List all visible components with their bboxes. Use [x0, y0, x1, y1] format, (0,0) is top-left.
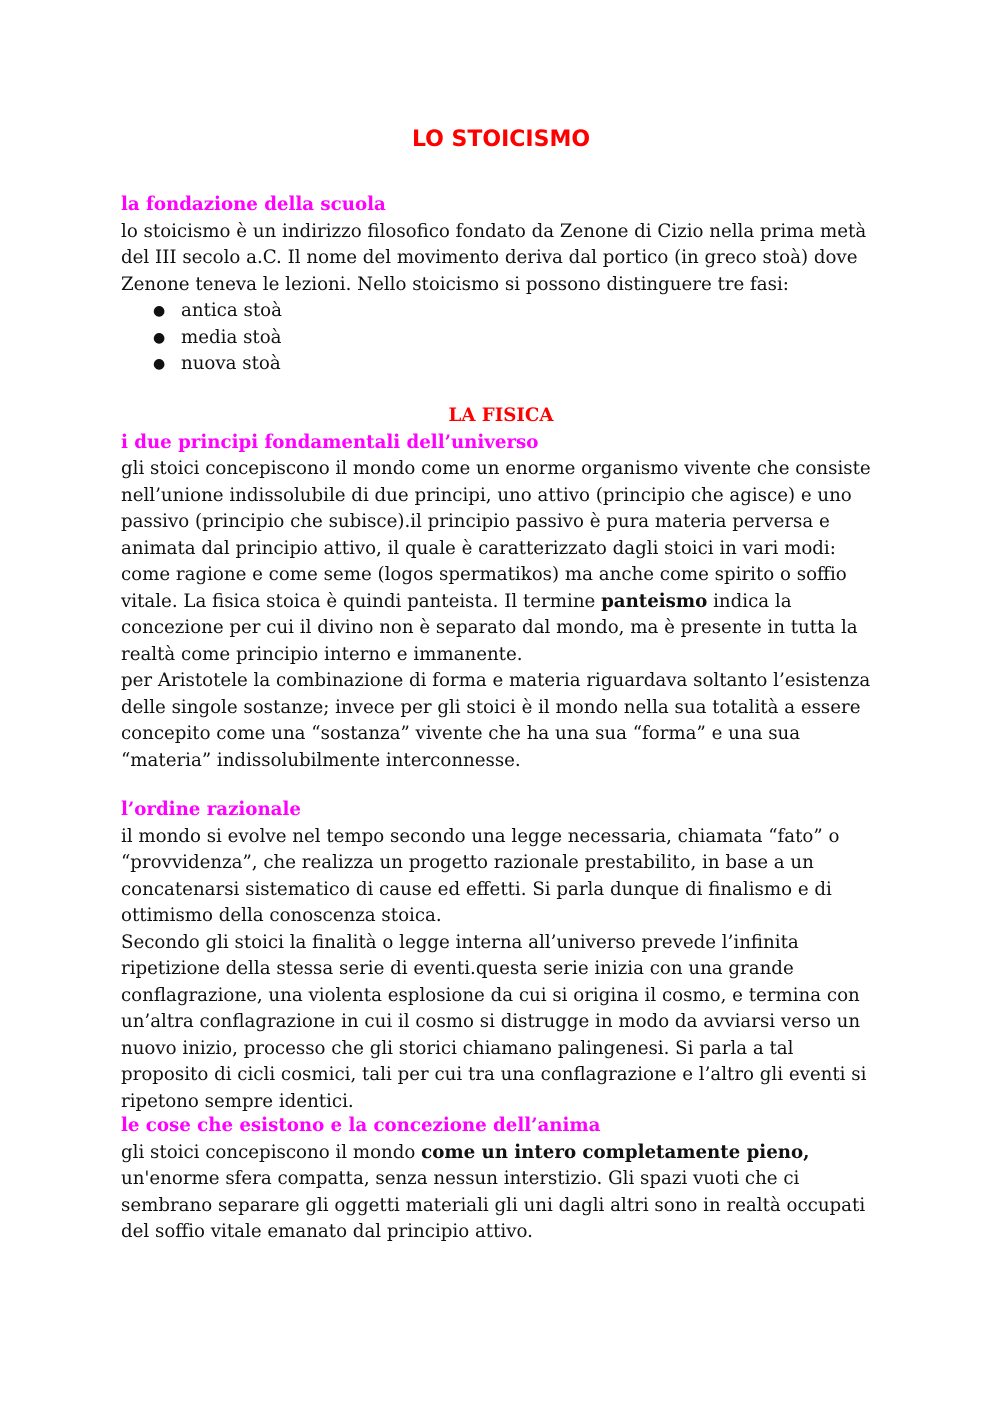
text-span: gli stoici concepiscono il mondo — [121, 1141, 422, 1163]
paragraph-fato: il mondo si evolve nel tempo secondo una legge necessaria, chiamata “fato” o “provvidenza”, che realizza un progetto razionale prestabilito, in base a un concatenarsi sistematico di cause ed effetti. Si parla dunque di finalismo e di ottimismo della conoscenza stoica. — [121, 825, 840, 926]
paragraph-principi — [121, 456, 881, 668]
text-span: indica la concezione per cui il divino non è separato dal mondo, ma è presente in tutta la realtà come principio interno e immanente. — [121, 590, 858, 665]
section-cose — [121, 1113, 881, 1246]
subheading-cose: le cose che esistono e la concezione dell’anima — [121, 1115, 601, 1136]
subheading-fondazione: la fondazione della scuola — [121, 194, 386, 215]
list-item — [121, 325, 881, 352]
document-title: LO STOICISMO — [411, 127, 591, 152]
bold-term-panteismo: panteismo — [601, 590, 708, 612]
section-ordine — [121, 797, 881, 1115]
list-item-label: antica stoà — [181, 300, 282, 321]
list-item-label: media stoà — [181, 326, 282, 348]
paragraph-fondazione: lo stoicismo è un indirizzo filosofico fondato da Zenone di Cizio nella prima metà del III secolo a.C. Il nome del movimento deriva dal portico (in greco stoà) dove Zenone teneva le lezioni. Nello stoicismo si possono distinguere tre fasi: — [121, 220, 867, 295]
section-title-fisica: LA FISICA — [448, 405, 554, 426]
section-fisica — [121, 403, 881, 774]
list-item — [121, 351, 881, 378]
text-span: un'enorme sfera compatta, senza nessun interstizio. Gli spazi vuoti che ci sembrano separare gli oggetti materiali gli uni dagli altri sono in realtà occupati del soffio vitale emanato dal principio attivo. — [121, 1168, 866, 1242]
bold-phrase-intero: come un intero completamente pieno, — [421, 1141, 810, 1163]
list-item-label: nuova stoà — [181, 353, 281, 374]
bullet-icon: ● — [153, 356, 166, 372]
paragraph-aristotele: per Aristotele la combinazione di forma e materia riguardava soltanto l’esistenza delle singole sostanze; invece per gli stoici è il mondo nella sua totalità a essere concepito come una “sostanza” vivente che ha una sua “forma” e una sua “materia” indissolubilmente interconnesse. — [121, 670, 871, 771]
section-fondazione — [121, 192, 881, 378]
bullet-icon: ● — [153, 329, 166, 346]
text-span: gli stoici concepiscono il mondo come un enorme organismo vivente che consiste nell’unione indissolubile di due principi, uno attivo (principio che agisce) e uno passivo (principio che subisce).il principio passivo è pura materia perversa e animata dal principio attivo, il quale è caratterizzato dagli stoici in vari modi: come ragione e come seme (logos spermatikos) ma anche come spirito o soffio vitale. La fisica stoica è quindi panteista. Il termine — [121, 458, 871, 612]
list-item — [121, 298, 881, 325]
paragraph-cose — [121, 1140, 881, 1246]
subheading-ordine: l’ordine razionale — [121, 799, 301, 820]
phases-list — [121, 298, 881, 378]
subheading-principi: i due principi fondamentali dell’universo — [121, 431, 539, 453]
bullet-icon: ● — [153, 303, 166, 319]
paragraph-cicli: Secondo gli stoici la finalità o legge interna all’universo prevede l’infinita ripetizione della stessa serie di eventi.questa serie inizia con una grande conflagrazione, una violenta esplosione da cui si origina il cosmo, e termina con un’altra conflagrazione in cui il cosmo si distrugge in modo da avviarsi verso un nuovo inizio, processo che gli storici chiamano palingenesi. Si parla a tal proposito di cicli cosmici, tali per cui tra una conflagrazione e l’altro gli eventi si ripetono sempre identici. — [121, 931, 867, 1112]
